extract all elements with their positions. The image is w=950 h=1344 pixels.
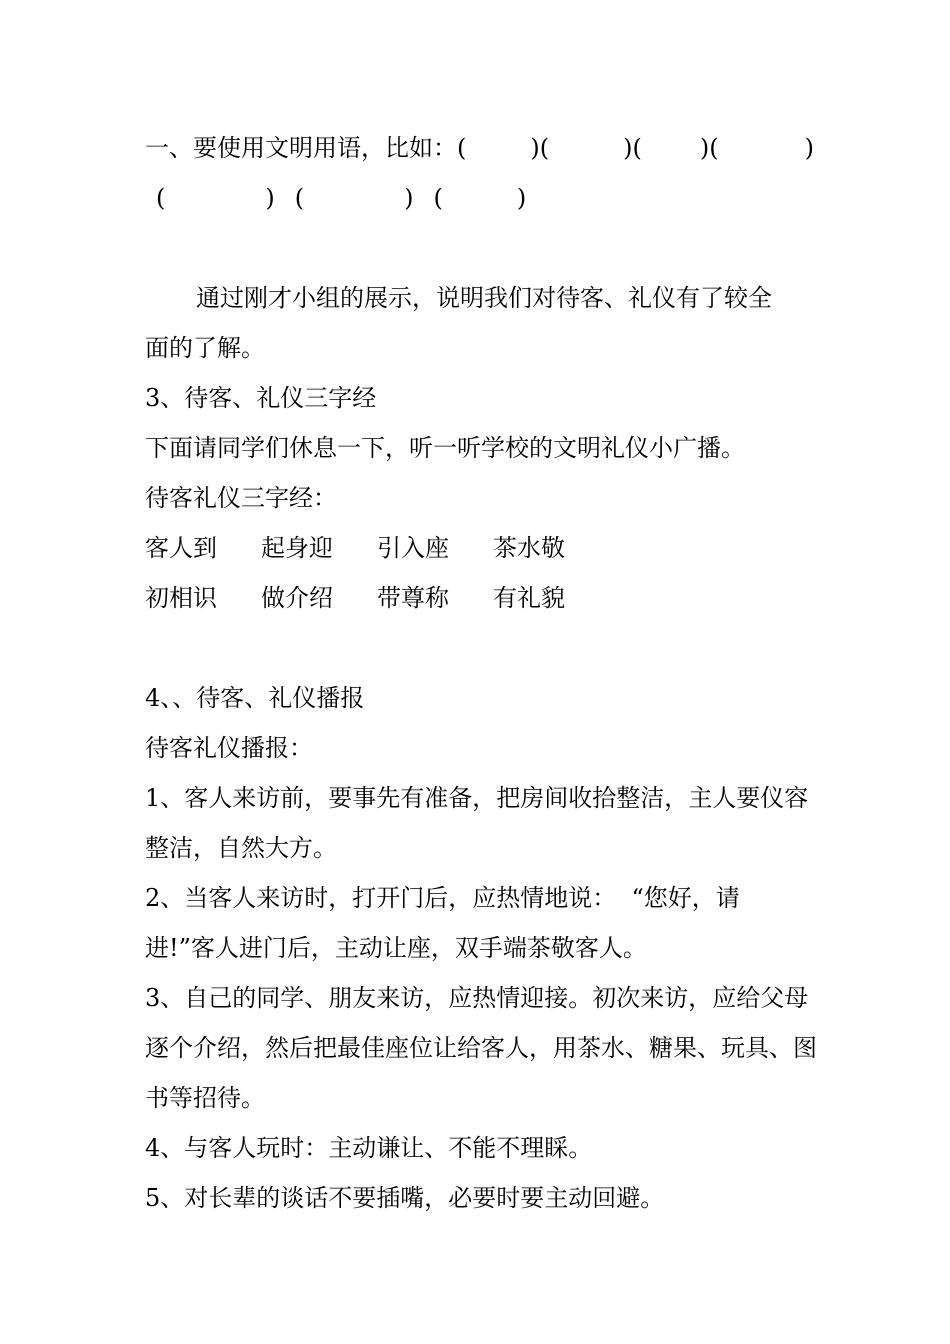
item-3-line-1: 3、自己的同学、朋友来访，应热情迎接。初次来访，应给父母: [145, 984, 809, 1012]
verse-phrase: 引入座: [377, 534, 449, 562]
item-5: 5、对长辈的谈话不要插嘴，必要时要主动回避。: [145, 1184, 665, 1212]
verse-row-1: [145, 532, 609, 564]
blank-paren-open: (: [457, 134, 467, 162]
verse-phrase: 初相识: [145, 584, 217, 612]
blank-paren-close: ): [404, 184, 414, 212]
blank-paren-open: (: [539, 134, 550, 162]
civil-language-prefix: 一、要使用文明用语，比如：: [145, 134, 457, 162]
item-2-line-1: 2、当客人来访时，打开门后，应热情地说： “您好，请: [145, 884, 740, 912]
verse-phrase: 客人到: [145, 534, 217, 562]
blank-paren-open: (: [632, 134, 642, 162]
blank-paren-open: (: [294, 184, 305, 212]
blank-paren-open: (: [709, 134, 719, 162]
verse-row-2: [145, 582, 609, 614]
civil-language-blanks: [156, 182, 526, 214]
verse-phrase: 有礼貌: [493, 584, 565, 612]
verse-phrase: 起身迎: [261, 534, 333, 562]
blank-paren-close: ): [265, 184, 275, 212]
blank-paren-close: ): [699, 134, 710, 162]
blank-paren-close: ): [530, 134, 540, 162]
verse-phrase: 茶水敬: [493, 534, 565, 562]
item-2-line-2: 进!”客人进门后，主动让座，双手端茶敬客人。: [145, 934, 647, 962]
item-3-line-3: 书等招待。: [145, 1084, 265, 1112]
section-3-line-2: 待客礼仪三字经：: [145, 484, 337, 512]
item-4: 4、与客人玩时：主动谦让、不能不理睬。: [145, 1134, 593, 1162]
section-3-line-1: 下面请同学们休息一下，听一听学校的文明礼仪小广播。: [145, 434, 745, 462]
blank-paren-close: ): [804, 134, 814, 162]
civil-language-line: [145, 132, 814, 164]
verse-phrase: 带尊称: [377, 584, 449, 612]
blank-paren-close: ): [516, 184, 527, 212]
section-4-line-1: 待客礼仪播报：: [145, 734, 313, 762]
section-4-title: 4、、待客、礼仪播报: [145, 684, 365, 712]
section-3-title: 3、待客、礼仪三字经: [145, 384, 377, 412]
blank-paren-close: ): [623, 134, 633, 162]
intro-line-2: 面的了解。: [145, 334, 265, 362]
blank-paren-open: (: [433, 184, 443, 212]
item-1-line-2: 整洁，自然大方。: [145, 834, 337, 862]
intro-line-1: 通过刚才小组的展示，说明我们对待客、礼仪有了较全: [196, 284, 772, 312]
item-1-line-1: 1、客人来访前，要事先有准备，把房间收拾整洁，主人要仪容: [145, 784, 809, 812]
blank-paren-open: (: [156, 184, 166, 212]
item-3-line-2: 逐个介绍，然后把最佳座位让给客人，用茶水、糖果、玩具、图: [145, 1034, 817, 1062]
verse-phrase: 做介绍: [261, 584, 333, 612]
